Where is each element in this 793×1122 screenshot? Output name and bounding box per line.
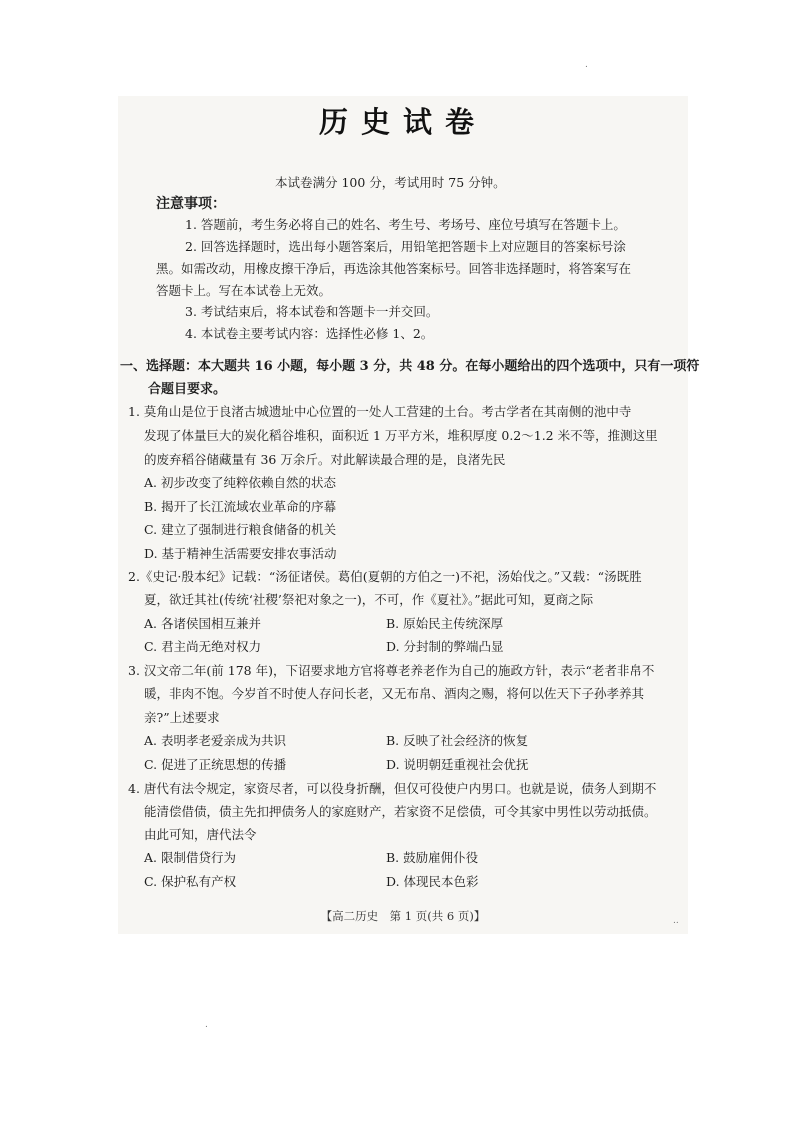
option-d: D. 基于精神生活需要安排农事活动: [144, 546, 337, 561]
scan-speck: .: [585, 60, 588, 70]
section-heading: 一、选择题：本大题共 16 小题，每小题 3 分，共 48 分。在每小题给出的四个选项中，只有一项符: [120, 359, 700, 374]
section-heading: 合题目要求。: [148, 382, 227, 397]
option-b: B. 鼓励雇佣仆役: [386, 850, 479, 865]
page-footer: 【高二历史 第 1 页(共 6 页)】: [320, 909, 486, 923]
question-stem: 暖，非肉不饱。今岁首不时使人存问长老，又无布帛、酒肉之赐，将何以佐天下子孙孝养其: [144, 686, 645, 701]
question-stem: 夏，欲迁其社(传统‘社稷’祭祀对象之一)，不可，作《夏社》。”据此可知，夏商之际: [144, 592, 594, 607]
option-b: B. 揭开了长江流域农业革命的序幕: [144, 499, 337, 514]
option-d: D. 说明朝廷重视社会优抚: [386, 757, 529, 772]
question-stem: 发现了体量巨大的炭化稻谷堆积，面积近 1 万平方米，堆积厚度 0.2～1.2 米不等，推测这里: [144, 428, 658, 443]
option-c: C. 君主尚无绝对权力: [144, 639, 262, 654]
option-d: D. 体现民本色彩: [386, 874, 479, 889]
question-stem: 4. 唐代有法令规定，家资尽者，可以役身折酬，但仅可役使户内男口。也就是说，债务人到期不: [128, 781, 657, 796]
notice-line: 4. 本试卷主要考试内容：选择性必修 1、2。: [185, 326, 434, 341]
option-a: A. 限制借贷行为: [144, 850, 236, 865]
option-b: B. 反映了社会经济的恢复: [386, 733, 529, 748]
scan-speck: .: [205, 1020, 208, 1030]
option-b: B. 原始民主传统深厚: [386, 616, 504, 631]
notice-line: 3. 考试结束后，将本试卷和答题卡一并交回。: [185, 304, 439, 319]
question-stem: 3. 汉文帝二年(前 178 年)，下诏要求地方官将尊老养老作为自己的施政方针，表示“老者非帛不: [128, 663, 655, 678]
question-stem: 1. 莫角山是位于良渚古城遗址中心位置的一处人工营建的土台。考古学者在其南侧的池中寺: [128, 404, 632, 419]
notice-line: 答题卡上。写在本试卷上无效。: [156, 283, 332, 298]
question-stem: 由此可知，唐代法令: [144, 827, 257, 842]
option-c: C. 促进了正统思想的传播: [144, 757, 287, 772]
option-c: C. 建立了强制进行粮食储备的机关: [144, 522, 337, 537]
exam-info: 本试卷满分 100 分，考试用时 75 分钟。: [275, 175, 506, 190]
option-a: A. 初步改变了纯粹依赖自然的状态: [144, 475, 336, 490]
question-stem: 2.《史记·殷本纪》记载：“汤征诸侯。葛伯(夏朝的方伯之一)不祀，汤始伐之。”又载：“汤既胜: [128, 569, 642, 584]
exam-page: [118, 96, 700, 934]
question-stem: 亲?”上述要求: [144, 710, 220, 725]
notice-line: 黑。如需改动，用橡皮擦干净后，再选涂其他答案标号。回答非选择题时，将答案写在: [156, 261, 632, 276]
notice-line: 2. 回答选择题时，选出每小题答案后，用铅笔把答题卡上对应题目的答案标号涂: [185, 239, 626, 254]
question-stem: 能清偿借债，债主先扣押债务人的家庭财产，若家资不足偿债，可令其家中男性以劳动抵债。: [144, 804, 657, 819]
notice-title: 注意事项：: [156, 196, 226, 212]
page-title: 历史试卷: [318, 105, 487, 139]
scan-speck: ..: [673, 916, 679, 926]
question-stem: 的废弃稻谷储藏量有 36 万余斤。对此解读最合理的是，良渚先民: [144, 452, 506, 467]
option-d: D. 分封制的弊端凸显: [386, 639, 504, 654]
option-a: A. 各诸侯国相互兼并: [144, 616, 261, 631]
notice-line: 1. 答题前，考生务必将自己的姓名、考生号、考场号、座位号填写在答题卡上。: [185, 217, 626, 232]
option-c: C. 保护私有产权: [144, 874, 237, 889]
option-a: A. 表明孝老爱亲成为共识: [144, 733, 286, 748]
